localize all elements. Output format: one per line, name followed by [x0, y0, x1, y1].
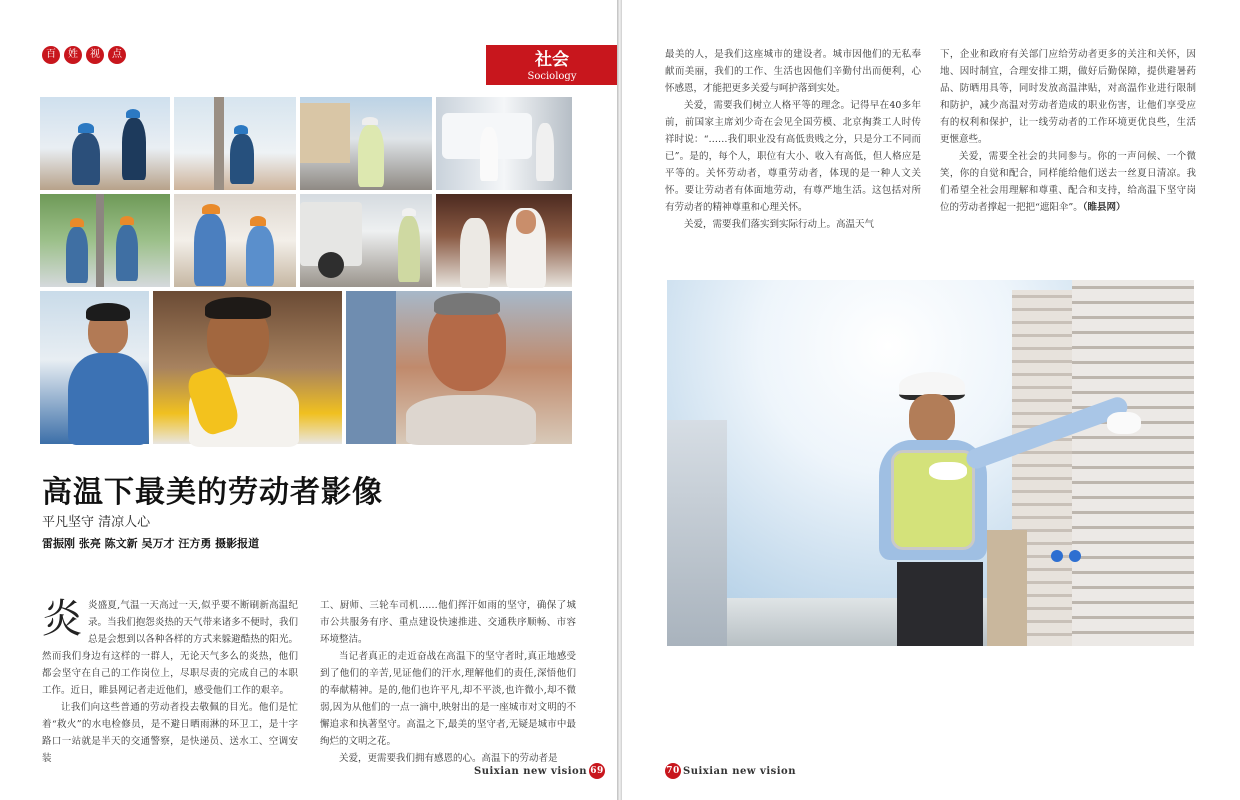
photo-elder-driver	[346, 291, 572, 444]
paragraph: 关爱，需要我们树立人格平等的理念。记得早在40多年前，前国家主席刘少奇在会见全国劳模、北京掏粪工人时传祥时说：“……我们职业没有高低贵贱之分，只是分工不同而已”。是的，每个人，职位有大小、收入有高低，但人格应是平等的。关怀劳动者，尊重劳动者，体现的是一种人文关怀。要让劳动者有体面地劳动，有尊严地生活。这包括对所有劳动者的精神尊重和心理关怀。	[665, 100, 921, 213]
page-number: 70	[665, 763, 681, 779]
drop-cap: 炎	[42, 596, 82, 642]
left-page	[0, 0, 618, 800]
photo-sweating-worker	[153, 291, 342, 444]
photo-technicians	[174, 194, 296, 287]
right-column-1	[665, 46, 921, 230]
article-title: 高温下最美的劳动者影像	[42, 475, 383, 510]
column-tag-char: 姓	[64, 46, 82, 64]
column-tag-char: 点	[108, 46, 126, 64]
paragraph: 最美的人，是我们这座城市的建设者。城市因他们的无私奉献而美丽，我们的工作、生活也因他们辛勤付出而便利，心怀感恩，才能把更多关爱与呵护落到实处。	[665, 49, 921, 94]
right-column-2	[940, 46, 1196, 224]
paragraph: 关爱，更需要我们拥有感恩的心。高温下的劳动者是	[339, 753, 558, 764]
folio-text: Suixian new vision	[683, 765, 796, 777]
photo-chefs	[436, 194, 572, 287]
photo-electricians	[40, 97, 170, 190]
traffic-sign	[1051, 550, 1063, 562]
photo-ambulance	[436, 97, 572, 190]
article-subtitle: 平凡坚守 清凉人心	[42, 515, 151, 530]
section-name-en: Sociology	[527, 71, 577, 82]
source-credit: （睢县网）	[1082, 202, 1126, 213]
section-name: 社会	[535, 50, 569, 70]
folio	[474, 763, 605, 779]
folio-text: Suixian new vision	[474, 765, 587, 777]
officer-trousers	[897, 562, 983, 646]
photo-traffic-police	[300, 97, 432, 190]
traffic-sign	[1069, 550, 1081, 562]
white-glove	[929, 462, 967, 480]
page-number: 69	[589, 763, 605, 779]
column-tag-char: 百	[42, 46, 60, 64]
column-tag	[42, 46, 126, 64]
white-glove	[1107, 412, 1141, 434]
left-column-1	[42, 596, 298, 764]
photo-tree-workers	[40, 194, 170, 287]
column-tag-char: 视	[86, 46, 104, 64]
section-tag	[486, 45, 618, 85]
folio	[665, 763, 796, 779]
paragraph: 下，企业和政府有关部门应给劳动者更多的关注和关怀，因地、因时制宜，合理安排工期，做好后勤保障，提供避暑药品、防晒用具等，同时发放高温津贴，对高温作业进行限制和防护，减少高温对劳动者造成的职业伤害，让他们享受应有的权利和保护，让一线劳动者的工作环境更优良些，生活更惬意些。	[940, 49, 1196, 145]
left-column-2	[320, 597, 576, 764]
photo-pole-worker	[174, 97, 296, 190]
article-byline: 雷振刚 张亮 陈文新 吴万才 汪方勇 摄影报道	[42, 537, 260, 550]
paragraph: 当记者真正的走近奋战在高温下的坚守者时,真正地感受到了他们的辛苦,见证他们的汗水,理解他们的责任,深悟他们的奉献精神。是的,他们也许平凡,却不平淡,也许微小,却不微弱,因为从他们的一点一滴中,映射出的是一座城市对文明的不懈追求和执著坚守。高温之下,最美的坚守者,无疑是城市中最绚烂的文明之花。	[320, 651, 576, 747]
paragraph: 让我们向这些普通的劳动者投去敬佩的目光。他们是忙着“救火”的水电检修员，是不避日晒雨淋的环卫工，是十字路口一站就是半天的交通警察，是快递员、送水工、空调安装	[42, 702, 298, 764]
photo-truck-police	[300, 194, 432, 287]
hero-photo-traffic-officer	[667, 280, 1194, 646]
paragraph: 关爱，需要全社会的共同参与。你的一声问候、一个微笑，你的自觉和配合，同样能给他们送去一丝夏日清凉。我们希望全社会用理解和尊重、配合和支持，给高温下坚守岗位的劳动者撑起一把把“遮阳伞”。	[940, 151, 1196, 213]
right-page	[622, 0, 1240, 800]
paragraph: 工、厨师、三轮车司机……他们挥汗如雨的坚守，确保了城市公共服务有序、重点建设快速推进、交通秩序顺畅、市容环境整洁。	[320, 600, 576, 645]
paragraph: 关爱，需要我们落实到实际行动上。高温天气	[684, 219, 875, 230]
paragraph: 炎盛夏,气温一天高过一天,似乎要不断刷新高温纪录。当我们抱怨炎热的天气带来诸多不便时，我们总是会想到以各种各样的方式来躲避酷热的阳光。然而我们身边有这样的一群人，无论天气多么的炎热，他们都会坚守在自己的工作岗位上，尽职尽责的完成自己的本职工作。近日，睢县网记者走近他们，感受他们工作的艰辛。	[42, 600, 298, 696]
photo-young-worker	[40, 291, 149, 444]
officer-face	[909, 394, 955, 444]
